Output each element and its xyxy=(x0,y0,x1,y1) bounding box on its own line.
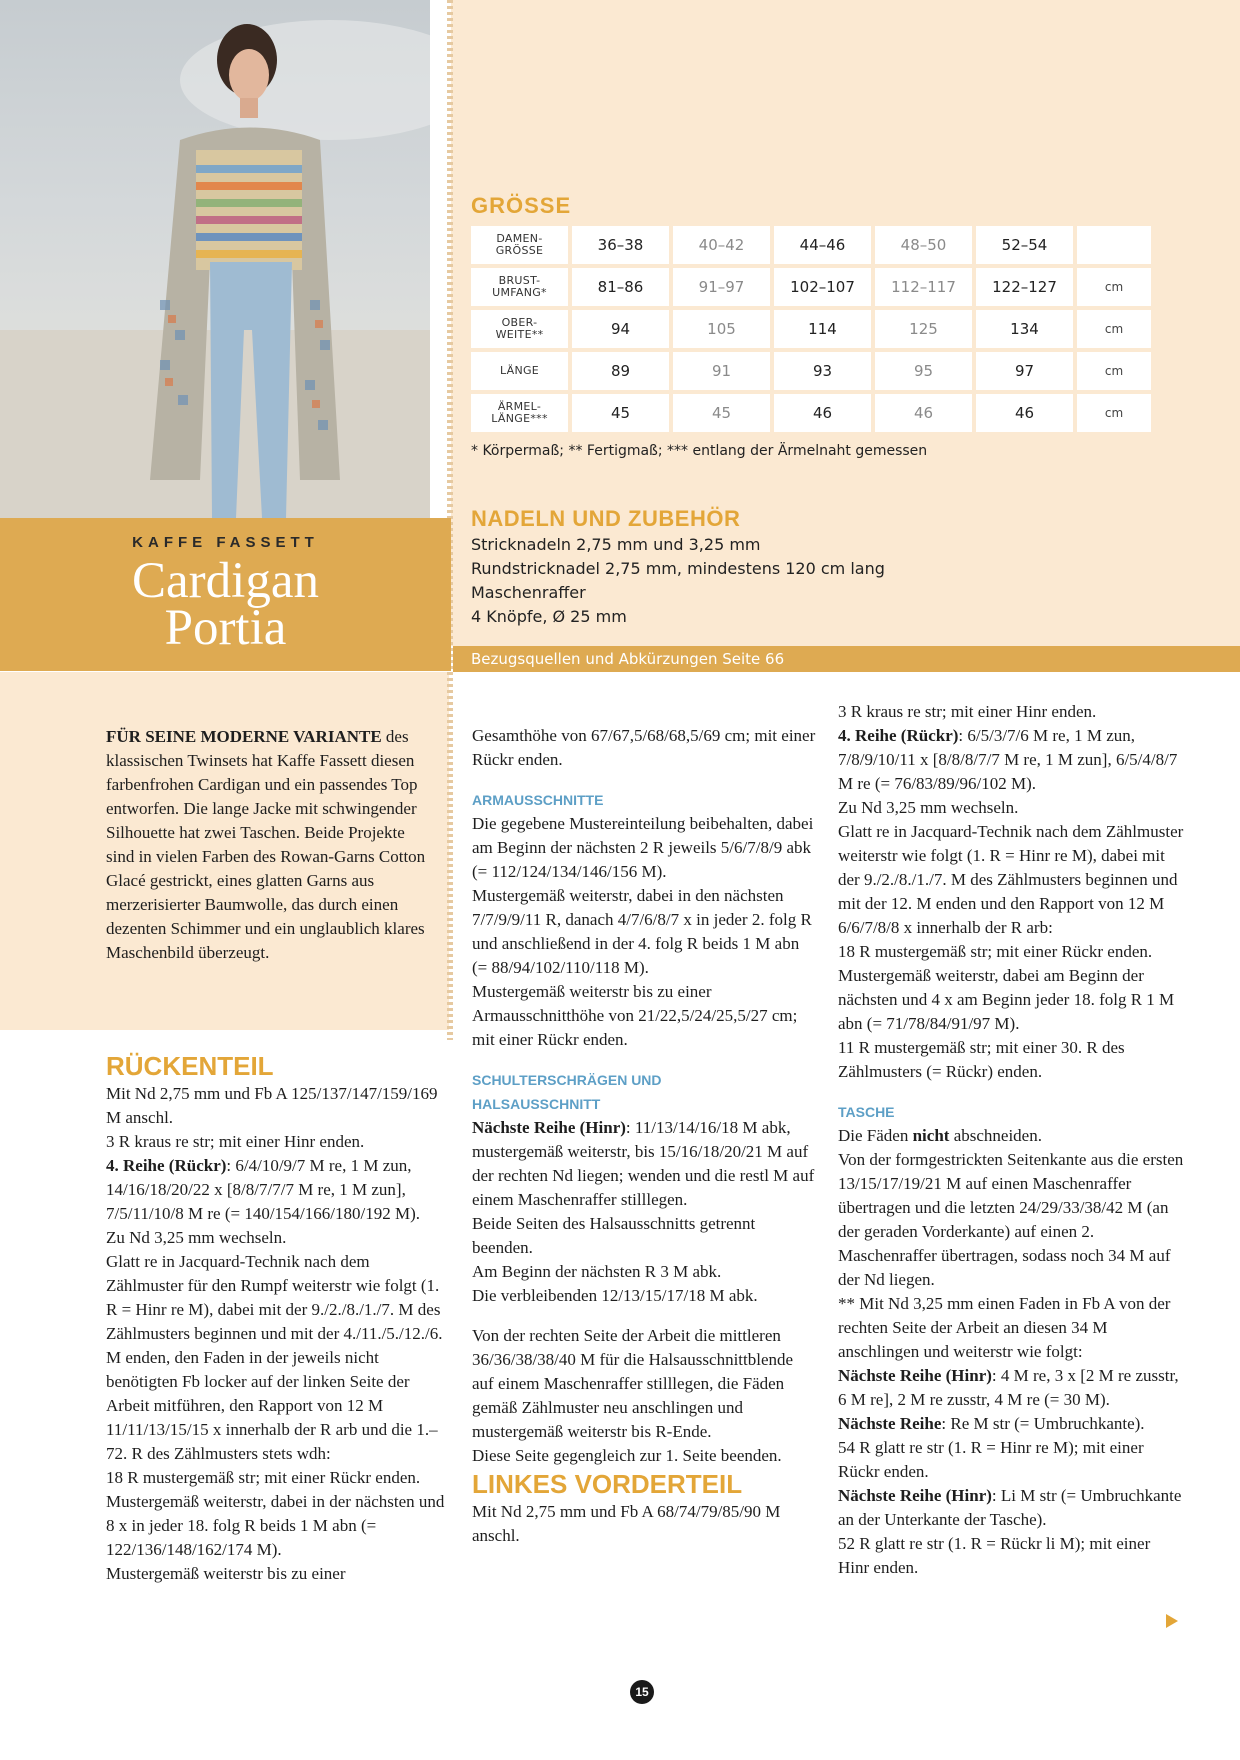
paragraph xyxy=(838,1412,1184,1436)
size-cell: 125 xyxy=(875,310,972,348)
emphasis: nicht xyxy=(912,1126,950,1145)
size-cell: 91–97 xyxy=(673,268,770,306)
subheading-tasche: TASCHE xyxy=(838,1104,895,1120)
size-cell: 134 xyxy=(976,310,1073,348)
subheading-halsausschnitt: HALSAUSSCHNITT xyxy=(472,1096,601,1112)
title-line-2: Portia xyxy=(164,600,287,656)
paragraph xyxy=(838,1364,1184,1412)
needles-heading: NADELN UND ZUBEHÖR xyxy=(471,506,741,531)
size-row-label: BRUST- UMFANG* xyxy=(471,268,568,306)
step-text: : 4 M re, 3 x [2 M re zusstr, 6 M re], 2 M re zusstr, 4 M re (= 30 M). xyxy=(838,1366,1179,1409)
step-text: : 6/4/10/9/7 M re, 1 M zun, 14/16/18/20/22 x [8/8/7/7/7 M re, 1 M zun], 7/5/11/10/8 M re (= 140/154/166/180/192 M). xyxy=(106,1156,421,1223)
title-line-1: Cardigan xyxy=(132,553,319,609)
size-unit: cm xyxy=(1077,352,1151,390)
step-text: abschneiden. xyxy=(949,1126,1042,1145)
size-unit xyxy=(1077,226,1151,264)
paragraph: ** Mit Nd 3,25 mm einen Faden in Fb A von der rechten Seite der Arbeit an diesen 34 M anschlingen und weiterstr wie folgt: xyxy=(838,1294,1171,1361)
size-cell: 105 xyxy=(673,310,770,348)
paragraph: Diese Seite gegengleich zur 1. Seite beenden. xyxy=(472,1446,782,1465)
column-3 xyxy=(838,700,1184,1580)
intro-lead: FÜR SEINE MODERNE VARIANTE xyxy=(106,727,382,746)
size-cell: 102–107 xyxy=(774,268,871,306)
paragraph: Mit Nd 2,75 mm und Fb A 68/74/79/85/90 M anschl. xyxy=(472,1502,781,1545)
size-cell: 45 xyxy=(572,394,669,432)
size-cell: 46 xyxy=(976,394,1073,432)
column-1 xyxy=(106,1050,446,1586)
source-reference-bar: Bezugsquellen und Abkürzungen Seite 66 xyxy=(453,646,1240,672)
paragraph: Gesamthöhe von 67/67,5/68/68,5/69 cm; mit einer Rückr enden. xyxy=(472,726,816,769)
size-row-label: LÄNGE xyxy=(471,352,568,390)
size-cell: 97 xyxy=(976,352,1073,390)
paragraph: 3 R kraus re str; mit einer Hinr enden. xyxy=(106,1132,365,1151)
size-cell: 91 xyxy=(673,352,770,390)
paragraph xyxy=(838,1124,1184,1148)
paragraph: 52 R glatt re str (1. R = Rückr li M); mit einer Hinr enden. xyxy=(838,1534,1151,1577)
needles-list xyxy=(471,533,885,629)
paragraph: Zu Nd 3,25 mm wechseln. xyxy=(838,798,1019,817)
step-label: Nächste Reihe (Hinr) xyxy=(838,1486,992,1505)
step-label: Nächste Reihe xyxy=(838,1414,942,1433)
size-cell: 52–54 xyxy=(976,226,1073,264)
size-unit: cm xyxy=(1077,394,1151,432)
page-number: 15 xyxy=(630,1680,654,1704)
column-2 xyxy=(472,724,817,1548)
paragraph xyxy=(106,1154,446,1226)
size-row-label: OBER- WEITE** xyxy=(471,310,568,348)
step-label: 4. Reihe (Rückr) xyxy=(106,1156,227,1175)
paragraph: 18 R mustergemäß str; mit einer Rückr enden. xyxy=(838,942,1153,961)
pattern-title xyxy=(0,553,451,656)
intro-body: des klassischen Twinsets hat Kaffe Fassett diesen farbenfrohen Cardigan und ein passendes Top entworfen. Die lange Jacke mit schwingender Silhouette hat zwei Taschen. Beide Projekte sind in vielen Farben des Rowan-Garns Cotton Glacé gestrickt, eines glatten Garns aus merzerisierter Baumwolle, das durch einen dezenten Schimmer und ein unglaublich klares Maschenbild überzeugt. xyxy=(106,727,426,962)
triangle-right-icon xyxy=(1166,1614,1178,1628)
size-cell: 48–50 xyxy=(875,226,972,264)
step-label: Nächste Reihe (Hinr) xyxy=(838,1366,992,1385)
intro-text xyxy=(106,725,426,965)
paragraph: Zu Nd 3,25 mm wechseln. xyxy=(106,1228,287,1247)
paragraph: 54 R glatt re str (1. R = Hinr re M); mit einer Rückr enden. xyxy=(838,1438,1144,1481)
needles-item: Rundstricknadel 2,75 mm, mindestens 120 cm lang xyxy=(471,559,885,578)
size-cell: 46 xyxy=(875,394,972,432)
needles-item: 4 Knöpfe, Ø 25 mm xyxy=(471,607,627,626)
size-cell: 112–117 xyxy=(875,268,972,306)
step-text: : 11/13/14/16/18 M abk, mustergemäß weiterstr, bis 15/16/18/20/21 M auf der rechten Nd liegen; wenden und die restl M auf einem Maschenraffer stilllegen. xyxy=(472,1118,815,1209)
size-cell: 89 xyxy=(572,352,669,390)
size-cell: 122–127 xyxy=(976,268,1073,306)
size-cell: 36–38 xyxy=(572,226,669,264)
model-photo xyxy=(0,0,430,518)
step-text: : Re M str (= Umbruchkante). xyxy=(941,1414,1145,1433)
size-cell: 81–86 xyxy=(572,268,669,306)
paragraph: Mustergemäß weiterstr, dabei in der nächsten und 8 x in jeder 18. folg R beids 1 M abn (= 122/136/148/162/174 M). xyxy=(106,1492,445,1559)
size-cell: 114 xyxy=(774,310,871,348)
paragraph: Von der rechten Seite der Arbeit die mittleren 36/36/38/38/40 M für die Halsausschnittblende auf einem Maschenraffer stilllegen, die Fäden gemäß Zählmuster neu anschlingen und mustergemäß weiterstr bis R-Ende. xyxy=(472,1326,794,1441)
section-heading-linkes-vorderteil: LINKES VORDERTEIL xyxy=(472,1469,743,1499)
subheading-armausschnitte: ARMAUSSCHNITTE xyxy=(472,792,604,808)
paragraph: Mustergemäß weiterstr bis zu einer xyxy=(106,1564,346,1583)
size-cell: 94 xyxy=(572,310,669,348)
paragraph: Mustergemäß weiterstr, dabei in den nächsten 7/7/9/9/11 R, danach 4/7/6/8/7 x in jeder 2. folg R und anschließend in der 4. folg R beids 1 M abn (= 88/94/102/110/118 M). xyxy=(472,886,812,977)
paragraph: Am Beginn der nächsten R 3 M abk. xyxy=(472,1262,722,1281)
paragraph xyxy=(838,1484,1184,1532)
paragraph: 3 R kraus re str; mit einer Hinr enden. xyxy=(838,702,1097,721)
subheading-schulterschraegen: SCHULTERSCHRÄGEN UND xyxy=(472,1072,662,1088)
size-footnote: * Körpermaß; ** Fertigmaß; *** entlang der Ärmelnaht gemessen xyxy=(471,443,928,459)
section-heading-rueckenteil: RÜCKENTEIL xyxy=(106,1051,274,1081)
paragraph: 18 R mustergemäß str; mit einer Rückr enden. xyxy=(106,1468,421,1487)
paragraph: Glatt re in Jacquard-Technik nach dem Zählmuster weiterstr wie folgt (1. R = Hinr re M), dabei mit der 9./2./8./1./7. M des Zählmusters beginnen und mit der 12. M enden und den Rapport von 12 M 6/6/7/8/8 x innerhalb der R arb: xyxy=(838,822,1184,937)
size-cell: 44–46 xyxy=(774,226,871,264)
size-unit: cm xyxy=(1077,310,1151,348)
size-heading: GRÖSSE xyxy=(471,193,572,218)
paragraph: Die verbleibenden 12/13/15/17/18 M abk. xyxy=(472,1286,758,1305)
size-cell: 46 xyxy=(774,394,871,432)
paragraph: Mustergemäß weiterstr, dabei am Beginn der nächsten und 4 x am Beginn jeder 18. folg R 1 M abn (= 71/78/84/91/97 M). xyxy=(838,966,1175,1033)
size-unit: cm xyxy=(1077,268,1151,306)
paragraph: Mit Nd 2,75 mm und Fb A 125/137/147/159/169 M anschl. xyxy=(106,1084,438,1127)
paragraph: Glatt re in Jacquard-Technik nach dem Zählmuster für den Rumpf weiterstr wie folgt (1. R = Hinr re M), dabei mit der 9./2./8./1./7. M des Zählmusters beginnen und mit der 4./11./5./12./6. M enden, den Faden in der jeweils nicht benötigten Fb locker auf der linken Seite der Arbeit mitführen, den Rapport von 12 M 11/11/13/15/15 x innerhalb der R arb und die 1.–72. R des Zählmusters stets wdh: xyxy=(106,1252,443,1463)
designer-name: KAFFE FASSETT xyxy=(132,534,319,551)
paragraph: Die gegebene Mustereinteilung beibehalten, dabei am Beginn der nächsten 2 R jeweils 5/6/7/8/9 abk (= 112/124/134/146/156 M). xyxy=(472,814,814,881)
size-cell: 93 xyxy=(774,352,871,390)
paragraph: Von der formgestrickten Seitenkante aus die ersten 13/15/17/19/21 M auf einen Maschenraffer übertragen und die letzten 24/29/33/38/42 M (an der geraden Vorderkante) auf einen 2. Maschenraffer übertragen, sodass noch 34 M auf der Nd liegen. xyxy=(838,1150,1184,1289)
paragraph: Beide Seiten des Halsausschnitts getrennt beenden. xyxy=(472,1214,756,1257)
size-cell: 95 xyxy=(875,352,972,390)
needles-item: Maschenraffer xyxy=(471,583,586,602)
needles-item: Stricknadeln 2,75 mm und 3,25 mm xyxy=(471,535,761,554)
paragraph: 11 R mustergemäß str; mit einer 30. R des Zählmusters (= Rückr) enden. xyxy=(838,1038,1125,1081)
paragraph xyxy=(838,724,1184,796)
size-row-label: ÄRMEL- LÄNGE*** xyxy=(471,394,568,432)
size-cell: 40–42 xyxy=(673,226,770,264)
step-text: : Li M str (= Umbruchkante an der Unterkante der Tasche). xyxy=(838,1486,1182,1529)
paragraph xyxy=(472,1116,817,1212)
step-label: 4. Reihe (Rückr) xyxy=(838,726,959,745)
title-band xyxy=(0,518,451,671)
size-row-label: DAMEN- GRÖSSE xyxy=(471,226,568,264)
step-text: Die Fäden xyxy=(838,1126,913,1145)
paragraph: Mustergemäß weiterstr bis zu einer Armausschnitthöhe von 21/22,5/24/25,5/27 cm; mit einer Rückr enden. xyxy=(472,982,798,1049)
step-text: : 6/5/3/7/6 M re, 1 M zun, 7/8/9/10/11 x [8/8/8/7/7 M re, 1 M zun], 6/5/4/8/7 M re (= 76/83/89/96/102 M). xyxy=(838,726,1178,793)
size-cell: 45 xyxy=(673,394,770,432)
step-label: Nächste Reihe (Hinr) xyxy=(472,1118,626,1137)
